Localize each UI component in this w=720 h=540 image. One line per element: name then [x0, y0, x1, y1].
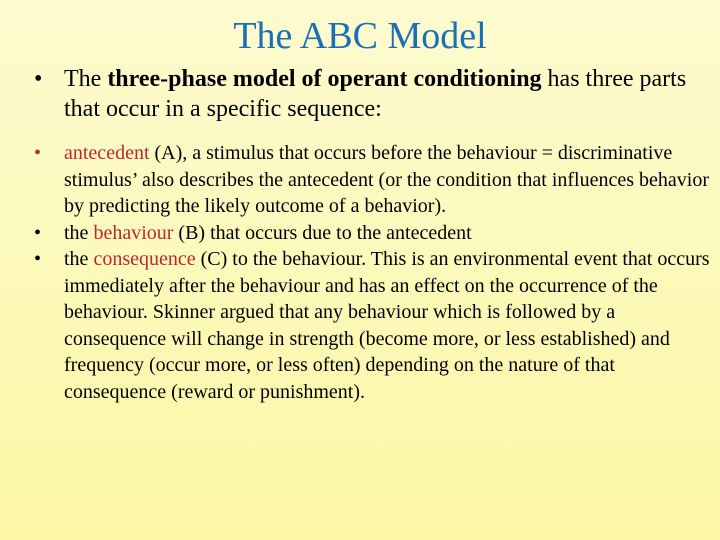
point-antecedent — [34, 140, 714, 220]
point-text: (C) to the behaviour. This is an environmental event that occurs immediately after the behaviour and has an effect on the occurrence of the behaviour. Skinner argued that any behaviour which is followed by a consequence will change in strength (become more, or less established) and frequency (occur more, or less often) depending on the nature of that consequence (reward or punishment). — [64, 248, 710, 403]
point-consequence — [34, 246, 714, 405]
point-text: (B) that occurs due to the antecedent — [173, 221, 472, 244]
intro-bold-term: three-phase model of operant conditioning — [107, 66, 542, 92]
point-prefix: the — [64, 221, 94, 244]
intro-text-end: has three parts that occur in a specific sequence: — [64, 66, 687, 122]
slide-title: The ABC Model — [233, 15, 487, 57]
keyword-consequence: consequence — [93, 248, 196, 270]
point-behaviour — [34, 220, 714, 247]
bullet-icon: • — [34, 221, 42, 244]
keyword-behaviour: behaviour — [93, 221, 174, 244]
bullet-icon: • — [34, 248, 42, 270]
intro-bullet-item — [34, 64, 704, 124]
point-prefix: the — [64, 248, 94, 270]
intro-list — [34, 64, 704, 124]
bullet-icon: • — [34, 142, 42, 164]
bullet-icon: • — [34, 66, 43, 92]
intro-text-start: The — [64, 66, 108, 92]
point-text: (A), a stimulus that occurs before the behaviour = discriminative stimulus’ also describes the antecedent (or the condition that influences behavior by predicting the likely outcome of a behavior). — [64, 142, 709, 217]
abc-points-list — [34, 140, 714, 405]
keyword-antecedent: antecedent — [64, 142, 150, 164]
